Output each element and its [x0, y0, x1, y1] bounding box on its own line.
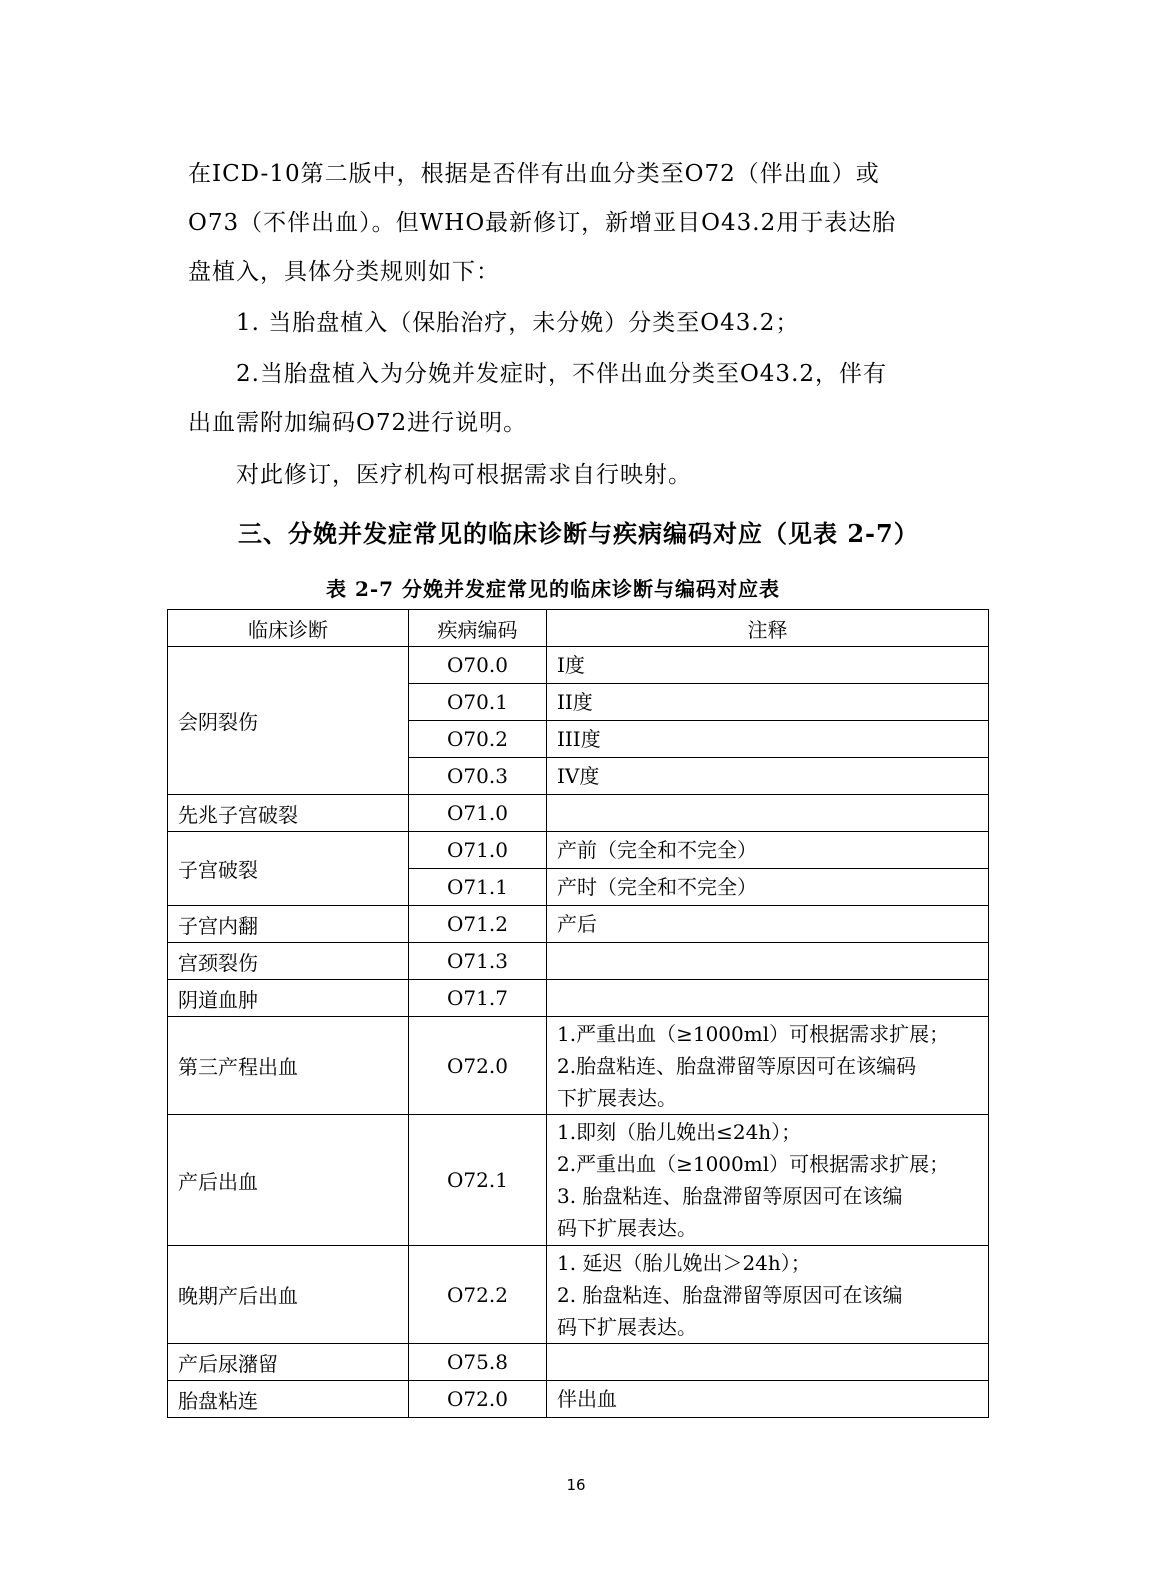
- diagnosis-code-table: [167, 609, 989, 1418]
- code-cell: O71.1: [409, 869, 547, 906]
- note-cell: II度: [547, 684, 989, 721]
- note-cell: IV度: [547, 758, 989, 795]
- column-header-note: 注释: [547, 610, 989, 647]
- code-cell: O71.7: [409, 980, 547, 1017]
- table-row: [168, 1246, 989, 1344]
- table-row: [168, 1344, 989, 1381]
- body-paragraph-line: 在ICD-10第二版中，根据是否伴有出血分类至O72（伴出血）或: [188, 161, 880, 187]
- table-row: [168, 1381, 989, 1418]
- table-row: [168, 795, 989, 832]
- body-paragraph-line: 出血需附加编码O72进行说明。: [188, 410, 528, 436]
- note-cell: [547, 943, 989, 980]
- note-cell: 1. 延迟（胎儿娩出＞24h）； 2. 胎盘粘连、胎盘滞留等原因可在该编 码下扩展表达。: [547, 1246, 989, 1344]
- table-row: [168, 647, 989, 684]
- table-caption: 表 2-7 分娩并发症常见的临床诊断与编码对应表: [326, 577, 781, 601]
- diagnosis-cell: 子宫内翻: [168, 906, 409, 943]
- note-cell: [547, 795, 989, 832]
- body-list-item: 2.当胎盘植入为分娩并发症时，不伴出血分类至O43.2，伴有: [236, 361, 888, 387]
- code-cell: O71.3: [409, 943, 547, 980]
- diagnosis-cell: 子宫破裂: [168, 832, 409, 906]
- diagnosis-cell: 先兆子宫破裂: [168, 795, 409, 832]
- code-cell: O71.0: [409, 832, 547, 869]
- diagnosis-cell: 第三产程出血: [168, 1017, 409, 1115]
- column-header-code: 疾病编码: [409, 610, 547, 647]
- note-cell: 1.严重出血（≥1000ml）可根据需求扩展； 2.胎盘粘连、胎盘滞留等原因可在该编码 下扩展表达。: [547, 1017, 989, 1115]
- diagnosis-cell: 胎盘粘连: [168, 1381, 409, 1418]
- code-cell: O72.2: [409, 1246, 547, 1344]
- code-cell: O70.3: [409, 758, 547, 795]
- code-cell: O72.0: [409, 1017, 547, 1115]
- table-row: [168, 980, 989, 1017]
- table-row: [168, 832, 989, 869]
- column-header-diagnosis: 临床诊断: [168, 610, 409, 647]
- note-cell: 产时（完全和不完全）: [547, 869, 989, 906]
- note-cell: [547, 980, 989, 1017]
- code-cell: O71.2: [409, 906, 547, 943]
- table-row: [168, 1115, 989, 1246]
- code-cell: O75.8: [409, 1344, 547, 1381]
- note-cell: 伴出血: [547, 1381, 989, 1418]
- note-cell: 1.即刻（胎儿娩出≤24h）； 2.严重出血（≥1000ml）可根据需求扩展； 3. 胎盘粘连、胎盘滞留等原因可在该编 码下扩展表达。: [547, 1115, 989, 1246]
- code-cell: O70.2: [409, 721, 547, 758]
- table-row: [168, 1017, 989, 1115]
- diagnosis-cell: 宫颈裂伤: [168, 943, 409, 980]
- body-paragraph-line: 盘植入，具体分类规则如下：: [188, 259, 500, 285]
- diagnosis-cell: 产后出血: [168, 1115, 409, 1246]
- code-cell: O70.0: [409, 647, 547, 684]
- note-cell: [547, 1344, 989, 1381]
- note-cell: 产前（完全和不完全）: [547, 832, 989, 869]
- code-cell: O72.0: [409, 1381, 547, 1418]
- table-header-row: [168, 610, 989, 647]
- table-row: [168, 943, 989, 980]
- diagnosis-cell: 晚期产后出血: [168, 1246, 409, 1344]
- page-number: 16: [566, 1476, 586, 1494]
- code-cell: O71.0: [409, 795, 547, 832]
- body-paragraph-line: 对此修订，医疗机构可根据需求自行映射。: [236, 462, 692, 488]
- note-cell: III度: [547, 721, 989, 758]
- note-cell: 产后: [547, 906, 989, 943]
- diagnosis-cell: 阴道血肿: [168, 980, 409, 1017]
- note-cell: I度: [547, 647, 989, 684]
- code-cell: O72.1: [409, 1115, 547, 1246]
- diagnosis-cell: 会阴裂伤: [168, 647, 409, 795]
- table-row: [168, 906, 989, 943]
- body-paragraph-line: O73（不伴出血）。但WHO最新修订，新增亚目O43.2用于表达胎: [188, 210, 897, 236]
- diagnosis-cell: 产后尿潴留: [168, 1344, 409, 1381]
- code-cell: O70.1: [409, 684, 547, 721]
- section-heading: 三、分娩并发症常见的临床诊断与疾病编码对应（见表 2-7）: [238, 519, 919, 548]
- body-list-item: 1. 当胎盘植入（保胎治疗，未分娩）分类至O43.2；: [236, 310, 800, 336]
